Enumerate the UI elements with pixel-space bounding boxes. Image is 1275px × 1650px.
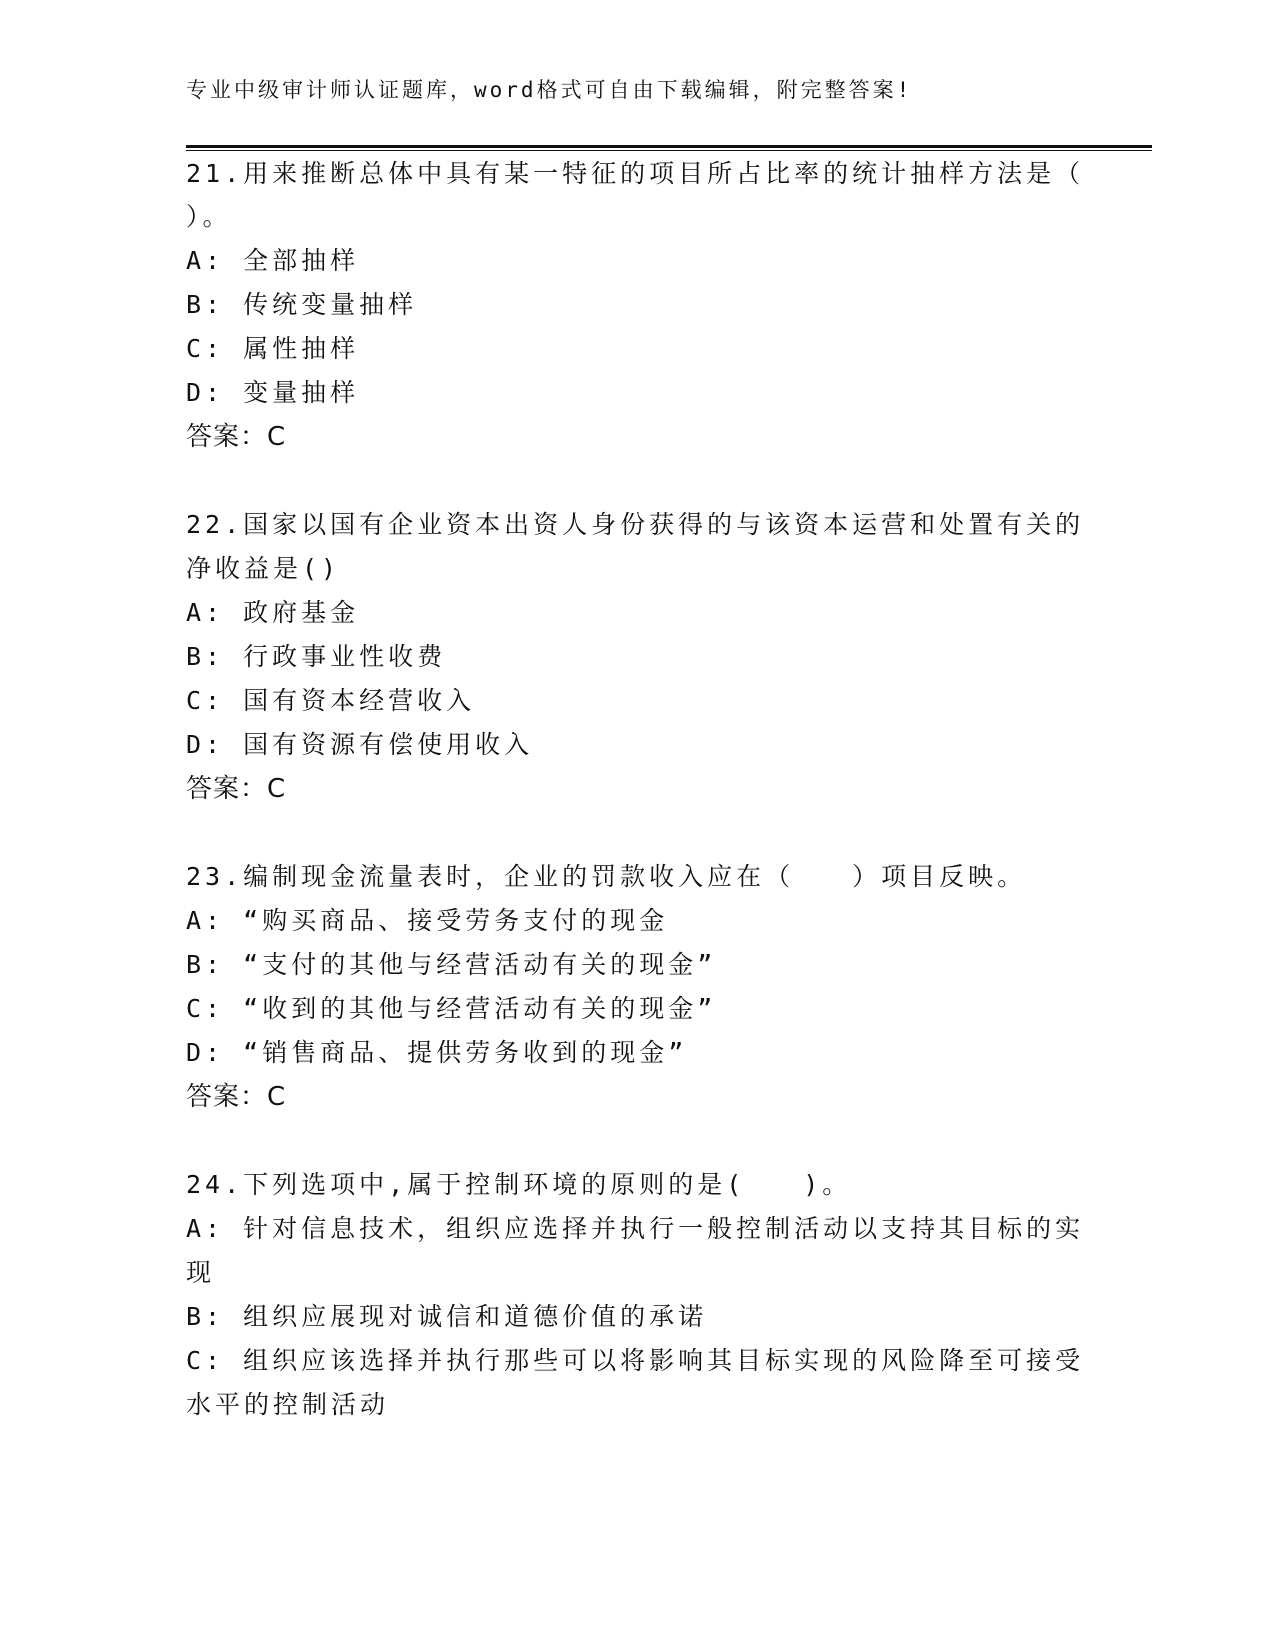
question-22-option-a: A: 政府基金 xyxy=(186,598,360,627)
question-21-stem-line-1: 21.用来推断总体中具有某一特征的项目所占比率的统计抽样方法是（ xyxy=(186,159,1085,188)
question-21-option-a: A: 全部抽样 xyxy=(186,246,360,275)
question-22-answer: 答案：C xyxy=(186,774,287,804)
question-22-option-c: C: 国有资本经营收入 xyxy=(186,686,476,715)
question-24-stem-line-1: 24.下列选项中,属于控制环境的原则的是( )。 xyxy=(186,1170,852,1199)
question-21-option-d: D: 变量抽样 xyxy=(186,378,360,407)
question-21-option-b: B: 传统变量抽样 xyxy=(186,290,418,319)
question-22-option-d: D: 国有资源有偿使用收入 xyxy=(186,730,534,759)
question-23-option-b: B: “支付的其他与经营活动有关的现金” xyxy=(186,950,717,979)
question-21-option-c: C: 属性抽样 xyxy=(186,334,360,363)
question-24-option-a-line-1: A: 针对信息技术，组织应选择并执行一般控制活动以支持其目标的实 xyxy=(186,1214,1085,1243)
question-23-option-d: D: “销售商品、提供劳务收到的现金” xyxy=(186,1038,688,1067)
question-24-option-c-line-2: 水平的控制活动 xyxy=(186,1390,390,1419)
question-23-option-a: A: “购买商品、接受劳务支付的现金 xyxy=(186,906,669,935)
question-23-option-c: C: “收到的其他与经营活动有关的现金” xyxy=(186,994,717,1023)
question-24-option-b: B: 组织应展现对诚信和道德价值的承诺 xyxy=(186,1302,708,1331)
question-22-stem-line-1: 22.国家以国有企业资本出资人身份获得的与该资本运营和处置有关的 xyxy=(186,510,1085,539)
header-rule-thick xyxy=(186,145,1152,148)
question-23-answer: 答案：C xyxy=(186,1082,287,1112)
question-24-option-a-line-2: 现 xyxy=(186,1258,216,1287)
header-note: 专业中级审计师认证题库，word格式可自由下载编辑，附完整答案! xyxy=(186,78,913,102)
header-rule-thin xyxy=(186,150,1152,151)
question-22-stem-line-2: 净收益是() xyxy=(186,554,341,583)
question-22-option-b: B: 行政事业性收费 xyxy=(186,642,447,671)
question-21-answer: 答案：C xyxy=(186,422,287,452)
question-21-stem-line-2: ）。 xyxy=(186,202,232,231)
question-24-option-c-line-1: C: 组织应该选择并执行那些可以将影响其目标实现的风险降至可接受 xyxy=(186,1346,1085,1375)
question-23-stem-line-1: 23.编制现金流量表时，企业的罚款收入应在（ ）项目反映。 xyxy=(186,862,1027,891)
